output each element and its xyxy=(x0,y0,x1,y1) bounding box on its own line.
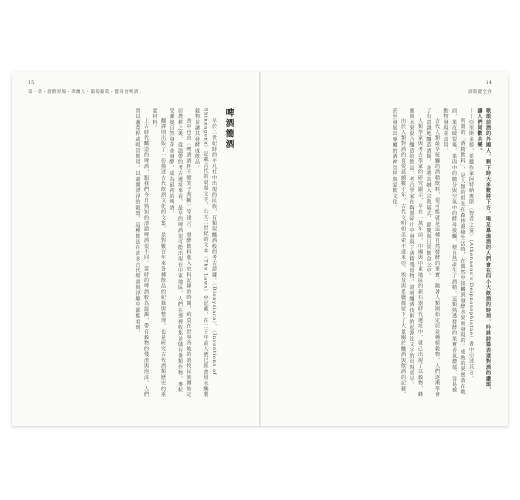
page-number-right: 14 xyxy=(485,80,492,86)
section-title: 啤酒簡酒 xyxy=(224,108,234,150)
paragraph: 古代人類最早接觸的酒精飲料，很可能就是這種自然發酵的果實。隨著人類開始定居並種植穀物，人們逐漸學會了有意識地釀造酒類，並將其融入宗教儀式、節慶與日常飲食之中。 xyxy=(425,108,440,398)
left-body-text xyxy=(28,108,218,398)
paragraph: 由於人類對酒的喜愛延續數千年，古代文明如美索不達米亞、埃及與希臘都留下了大量關於釀酒與飲酒的記載，甚至發展出專屬的酒神崇拜與宴飲文化。 xyxy=(391,108,406,398)
paragraph: 書中也由〈啤酒酒杯不變笑子判斷〉等建言。發酵飲料進入史料記錄的時間，約莫在世界各地的遊牧民族開始定居農耕之後。從溫帶的考古遺址來看，最早的啤酒很可能出現在中東地區，人們在那裡收集並儲存麥類作物，麥粒受潮後自然發芽並發酵，成為最初的啤酒。 xyxy=(168,108,192,398)
right-page xyxy=(261,72,508,426)
running-header-right: 酒與健全食 xyxy=(468,90,492,95)
left-page xyxy=(12,72,259,426)
paragraph: 早於二世紀時的平凡社中出現的民族，有類似釀酒般的考古證據。〈Dionysiaca〉、〈Inventions of Shinnagonu〉記載古代的衰弱文字，公元二世紀的文本〈The Laws〉中記載，在二千年前人們已經會用水醃製穀物並讓其發酵成飲品。 xyxy=(194,108,217,398)
running-header-left: 第一章・發酵原場・弗蘭人・葡萄葡萄・健身食啤酒 xyxy=(28,90,139,95)
right-body-text xyxy=(278,108,492,398)
page-number-left: 15 xyxy=(28,80,35,86)
paragraph: 翻譯則出版了一份描述古代飲酒文化的文集，是對數百年來各種飲品的紀錄與整理，也是研究古代酒類歷史的重要材料。 xyxy=(151,108,166,398)
quote-citation: ——亞里斯多德，希臘作家阿特納奧斯〈智者之宴〉（Athenaeus's Deipnosophistae）書中引述其言。 xyxy=(468,108,474,382)
paragraph: 所謂的「酒精飲料」，是人類的祖先在森林邊緣生活時，在偶然中接觸到發酵水果而發現的。成熟的果實落在地面，果皮破裂後，果肉中的糖分與空氣中的酵母接觸，便自然產生了酒精。這類熟透發酵的果實香氣濃郁，容易被動物發現並食用。 xyxy=(442,108,466,395)
paragraph: 人類學家與考古學家的研究顯示，早在一萬年前，中國與中東地區的新石器時代遺址中，就已出現了以穀物、蜂蜜與水果混合釀造的飲品。考古學家在陶器碎片中發現了酒精殘留物，證明釀酒技術的起源比文字的出現更早。 xyxy=(408,108,423,398)
book-spread xyxy=(12,72,508,426)
intro-quote: 歌頌前酒的外國人，剩下時大多數將下方，喝足暴湯酒的人們會在四小大飲酒的時刻，吟詠詩篇表達對酒的讚頌，讓人們同歡共樂。 xyxy=(476,108,491,393)
paragraph: 上古時代釀造的啤酒，跟我們今日熟知的清澈啤酒很不同。當時的啤酒較為混濁，帶有穀物的殘渣與泡沫，人們常以蘆葦稈或吸管飲用，以避開漂浮的穀殼。這種飲法在許多古代壁畫與浮雕中都能看到。 xyxy=(134,108,149,398)
